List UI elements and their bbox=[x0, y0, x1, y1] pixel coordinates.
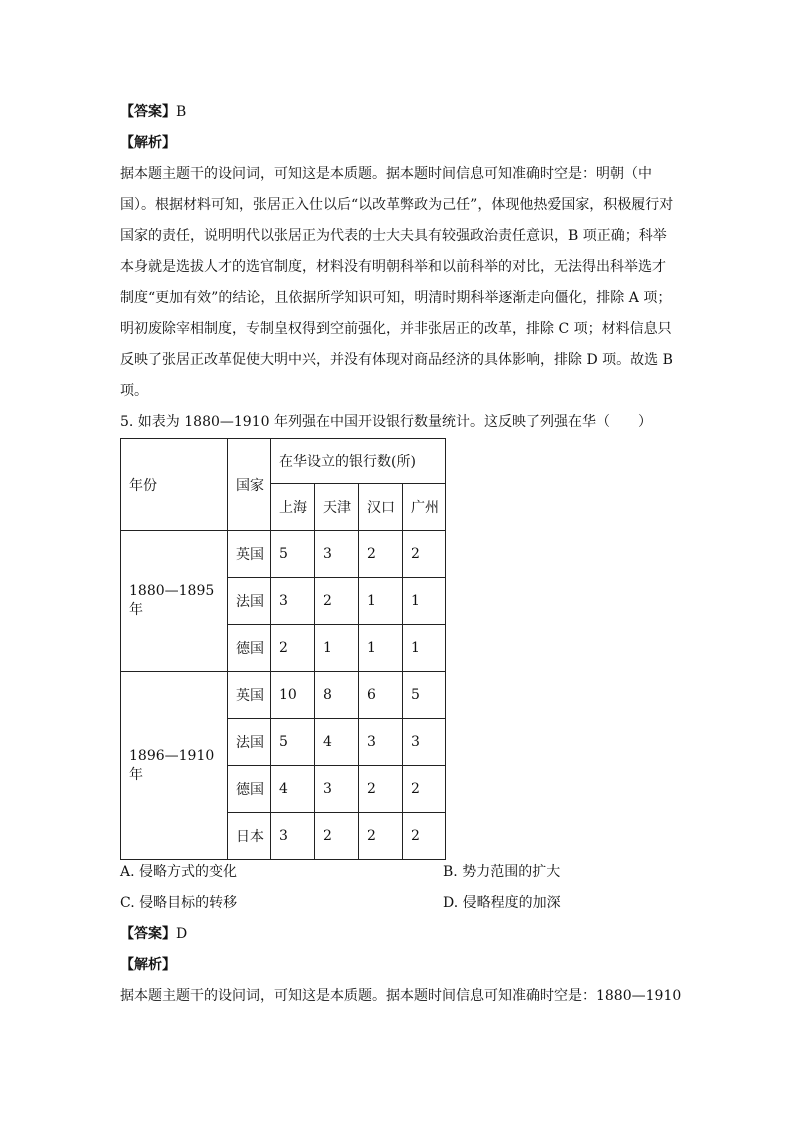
answer-label: 【答案】 bbox=[120, 926, 176, 942]
analysis-text-line: 反映了张居正改革促使大明中兴，并没有体现对商品经济的具体影响，排除 D 项。故选 B bbox=[120, 352, 673, 368]
value-cell: 3 bbox=[271, 813, 315, 860]
table-row bbox=[121, 672, 446, 719]
period-cell: 1880—1895 年 bbox=[121, 531, 228, 672]
answer-label: 【答案】 bbox=[120, 104, 176, 120]
value-cell: 2 bbox=[403, 766, 446, 813]
option-a: A. 侵略方式的变化 bbox=[120, 864, 238, 880]
table-header-row bbox=[121, 439, 446, 484]
analysis-label: 【解析】 bbox=[120, 135, 176, 151]
analysis-text-line: 国家的责任，说明明代以张居正为代表的士大夫具有较强政治责任意识，B 项正确；科举 bbox=[120, 228, 667, 244]
header-city: 汉口 bbox=[359, 484, 403, 531]
option-d: D. 侵略程度的加深 bbox=[443, 895, 561, 911]
value-cell: 2 bbox=[271, 625, 315, 672]
bank-count-table bbox=[120, 438, 446, 860]
value-cell: 5 bbox=[271, 719, 315, 766]
value-cell: 4 bbox=[315, 719, 359, 766]
value-cell: 3 bbox=[271, 578, 315, 625]
value-cell: 5 bbox=[271, 531, 315, 578]
value-cell: 4 bbox=[271, 766, 315, 813]
country-cell: 英国 bbox=[228, 672, 271, 719]
analysis-text-line: 本身就是选拔人才的选官制度，材料没有明朝科举和以前科举的对比，无法得出科举选才 bbox=[120, 259, 666, 275]
analysis-text-line: 据本题主题干的设问词，可知这是本质题。据本题时间信息可知准确时空是：1880—1910 bbox=[120, 988, 682, 1004]
analysis-text-line: 项。 bbox=[120, 383, 148, 399]
header-city: 天津 bbox=[315, 484, 359, 531]
answer-line-2 bbox=[120, 924, 187, 944]
country-cell: 法国 bbox=[228, 719, 271, 766]
value-cell: 3 bbox=[359, 719, 403, 766]
analysis-label: 【解析】 bbox=[120, 957, 176, 973]
header-country: 国家 bbox=[228, 439, 271, 531]
analysis-text-line: 国）。根据材料可知，张居正入仕以后“以改革弊政为己任”，体现他热爱国家，积极履行对 bbox=[120, 197, 674, 213]
value-cell: 2 bbox=[359, 531, 403, 578]
value-cell: 2 bbox=[359, 813, 403, 860]
country-cell: 德国 bbox=[228, 766, 271, 813]
answer-value: B bbox=[176, 104, 187, 120]
value-cell: 2 bbox=[403, 813, 446, 860]
value-cell: 3 bbox=[315, 531, 359, 578]
analysis-text-line: 明初废除宰相制度，专制皇权得到空前强化，并非张居正的改革，排除 C 项；材料信息只 bbox=[120, 321, 672, 337]
value-cell: 8 bbox=[315, 672, 359, 719]
header-bank-count: 在华设立的银行数(所) bbox=[271, 439, 446, 484]
value-cell: 10 bbox=[271, 672, 315, 719]
analysis-text-line: 据本题主题干的设问词，可知这是本质题。据本题时间信息可知准确时空是：明朝（中 bbox=[120, 166, 652, 182]
header-year: 年份 bbox=[121, 439, 228, 531]
value-cell: 1 bbox=[359, 578, 403, 625]
value-cell: 2 bbox=[315, 578, 359, 625]
country-cell: 法国 bbox=[228, 578, 271, 625]
value-cell: 1 bbox=[359, 625, 403, 672]
value-cell: 1 bbox=[403, 625, 446, 672]
question-stem: 5. 如表为 1880—1910 年列强在中国开设银行数量统计。这反映了列强在华（ ） bbox=[120, 414, 652, 430]
header-city: 广州 bbox=[403, 484, 446, 531]
value-cell: 2 bbox=[403, 531, 446, 578]
table-row bbox=[121, 531, 446, 578]
country-cell: 德国 bbox=[228, 625, 271, 672]
country-cell: 英国 bbox=[228, 531, 271, 578]
value-cell: 2 bbox=[315, 813, 359, 860]
analysis-text-line: 制度“更加有效”的结论，且依据所学知识可知，明清时期科举逐渐走向僵化，排除 A 项； bbox=[120, 290, 672, 306]
answer-value: D bbox=[176, 926, 188, 942]
value-cell: 1 bbox=[403, 578, 446, 625]
option-b: B. 势力范围的扩大 bbox=[443, 864, 561, 880]
answer-line-1 bbox=[120, 102, 186, 122]
value-cell: 2 bbox=[359, 766, 403, 813]
country-cell: 日本 bbox=[228, 813, 271, 860]
option-c: C. 侵略目标的转移 bbox=[120, 895, 238, 911]
value-cell: 3 bbox=[403, 719, 446, 766]
value-cell: 5 bbox=[403, 672, 446, 719]
value-cell: 3 bbox=[315, 766, 359, 813]
header-city: 上海 bbox=[271, 484, 315, 531]
value-cell: 6 bbox=[359, 672, 403, 719]
value-cell: 1 bbox=[315, 625, 359, 672]
period-cell: 1896—1910 年 bbox=[121, 672, 228, 860]
